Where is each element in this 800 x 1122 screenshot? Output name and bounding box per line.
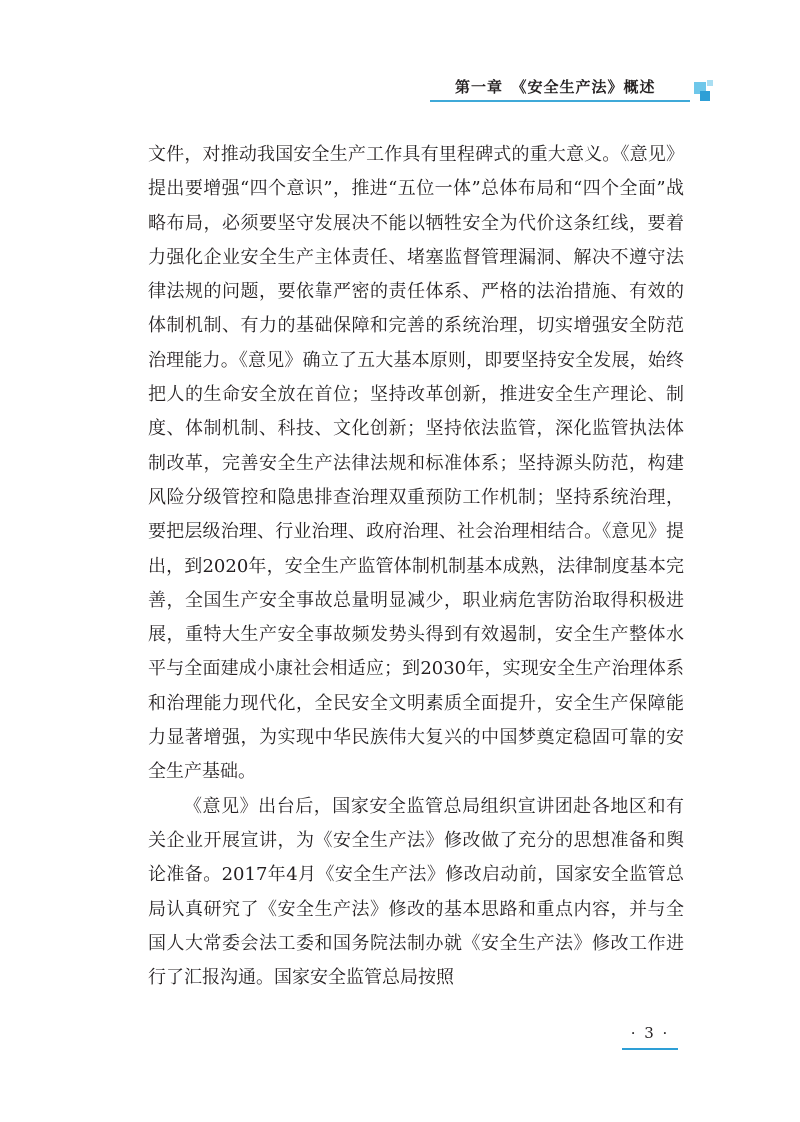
- running-header-title: 第一章 《安全生产法》概述: [455, 78, 656, 96]
- header-decoration-square: [700, 91, 710, 101]
- page-number-rule: [622, 1048, 678, 1050]
- page-number: · 3 ·: [630, 1024, 670, 1042]
- header-decoration-square: [707, 80, 713, 86]
- body-text: [148, 138, 684, 995]
- paragraph-continued: 文件，对推动我国安全生产工作具有里程碑式的重大意义。《意见》提出要增强“四个意识”，推进“五位一体”总体布局和“四个全面”战略布局，必须要坚守发展决不能以牺牲安全为代价这条红线，要着力强化企业安全生产主体责任、堵塞监督管理漏洞、解决不遵守法律法规的问题，要依靠严密的责任体系、严格的法治措施、有效的体制机制、有力的基础保障和完善的系统治理，切实增强安全防范治理能力。《意见》确立了五大基本原则，即要坚持安全发展，始终把人的生命安全放在首位；坚持改革创新，推进安全生产理论、制度、体制机制、科技、文化创新；坚持依法监管，深化监管执法体制改革，完善安全生产法律法规和标准体系；坚持源头防范，构建风险分级管控和隐患排查治理双重预防工作机制；坚持系统治理，要把层级治理、行业治理、政府治理、社会治理相结合。《意见》提出，到2020年，安全生产监管体制机制基本成熟，法律制度基本完善，全国生产安全事故总量明显减少，职业病危害防治取得积极进展，重特大生产安全事故频发势头得到有效遏制，安全生产整体水平与全面建成小康社会相适应；到2030年，实现安全生产治理体系和治理能力现代化，全民安全文明素质全面提升，安全生产保障能力显著增强，为实现中华民族伟大复兴的中国梦奠定稳固可靠的安全生产基础。: [148, 144, 684, 783]
- paragraph: 《意见》出台后，国家安全监管总局组织宣讲团赴各地区和有关企业开展宣讲，为《安全生产法》修改做了充分的思想准备和舆论准备。2017年4月《安全生产法》修改启动前，国家安全监管总局认真研究了《安全生产法》修改的基本思路和重点内容，并与全国人大常委会法工委和国务院法制办就《安全生产法》修改工作进行了汇报沟通。国家安全监管总局按照: [148, 795, 684, 989]
- header-rule: [430, 100, 690, 102]
